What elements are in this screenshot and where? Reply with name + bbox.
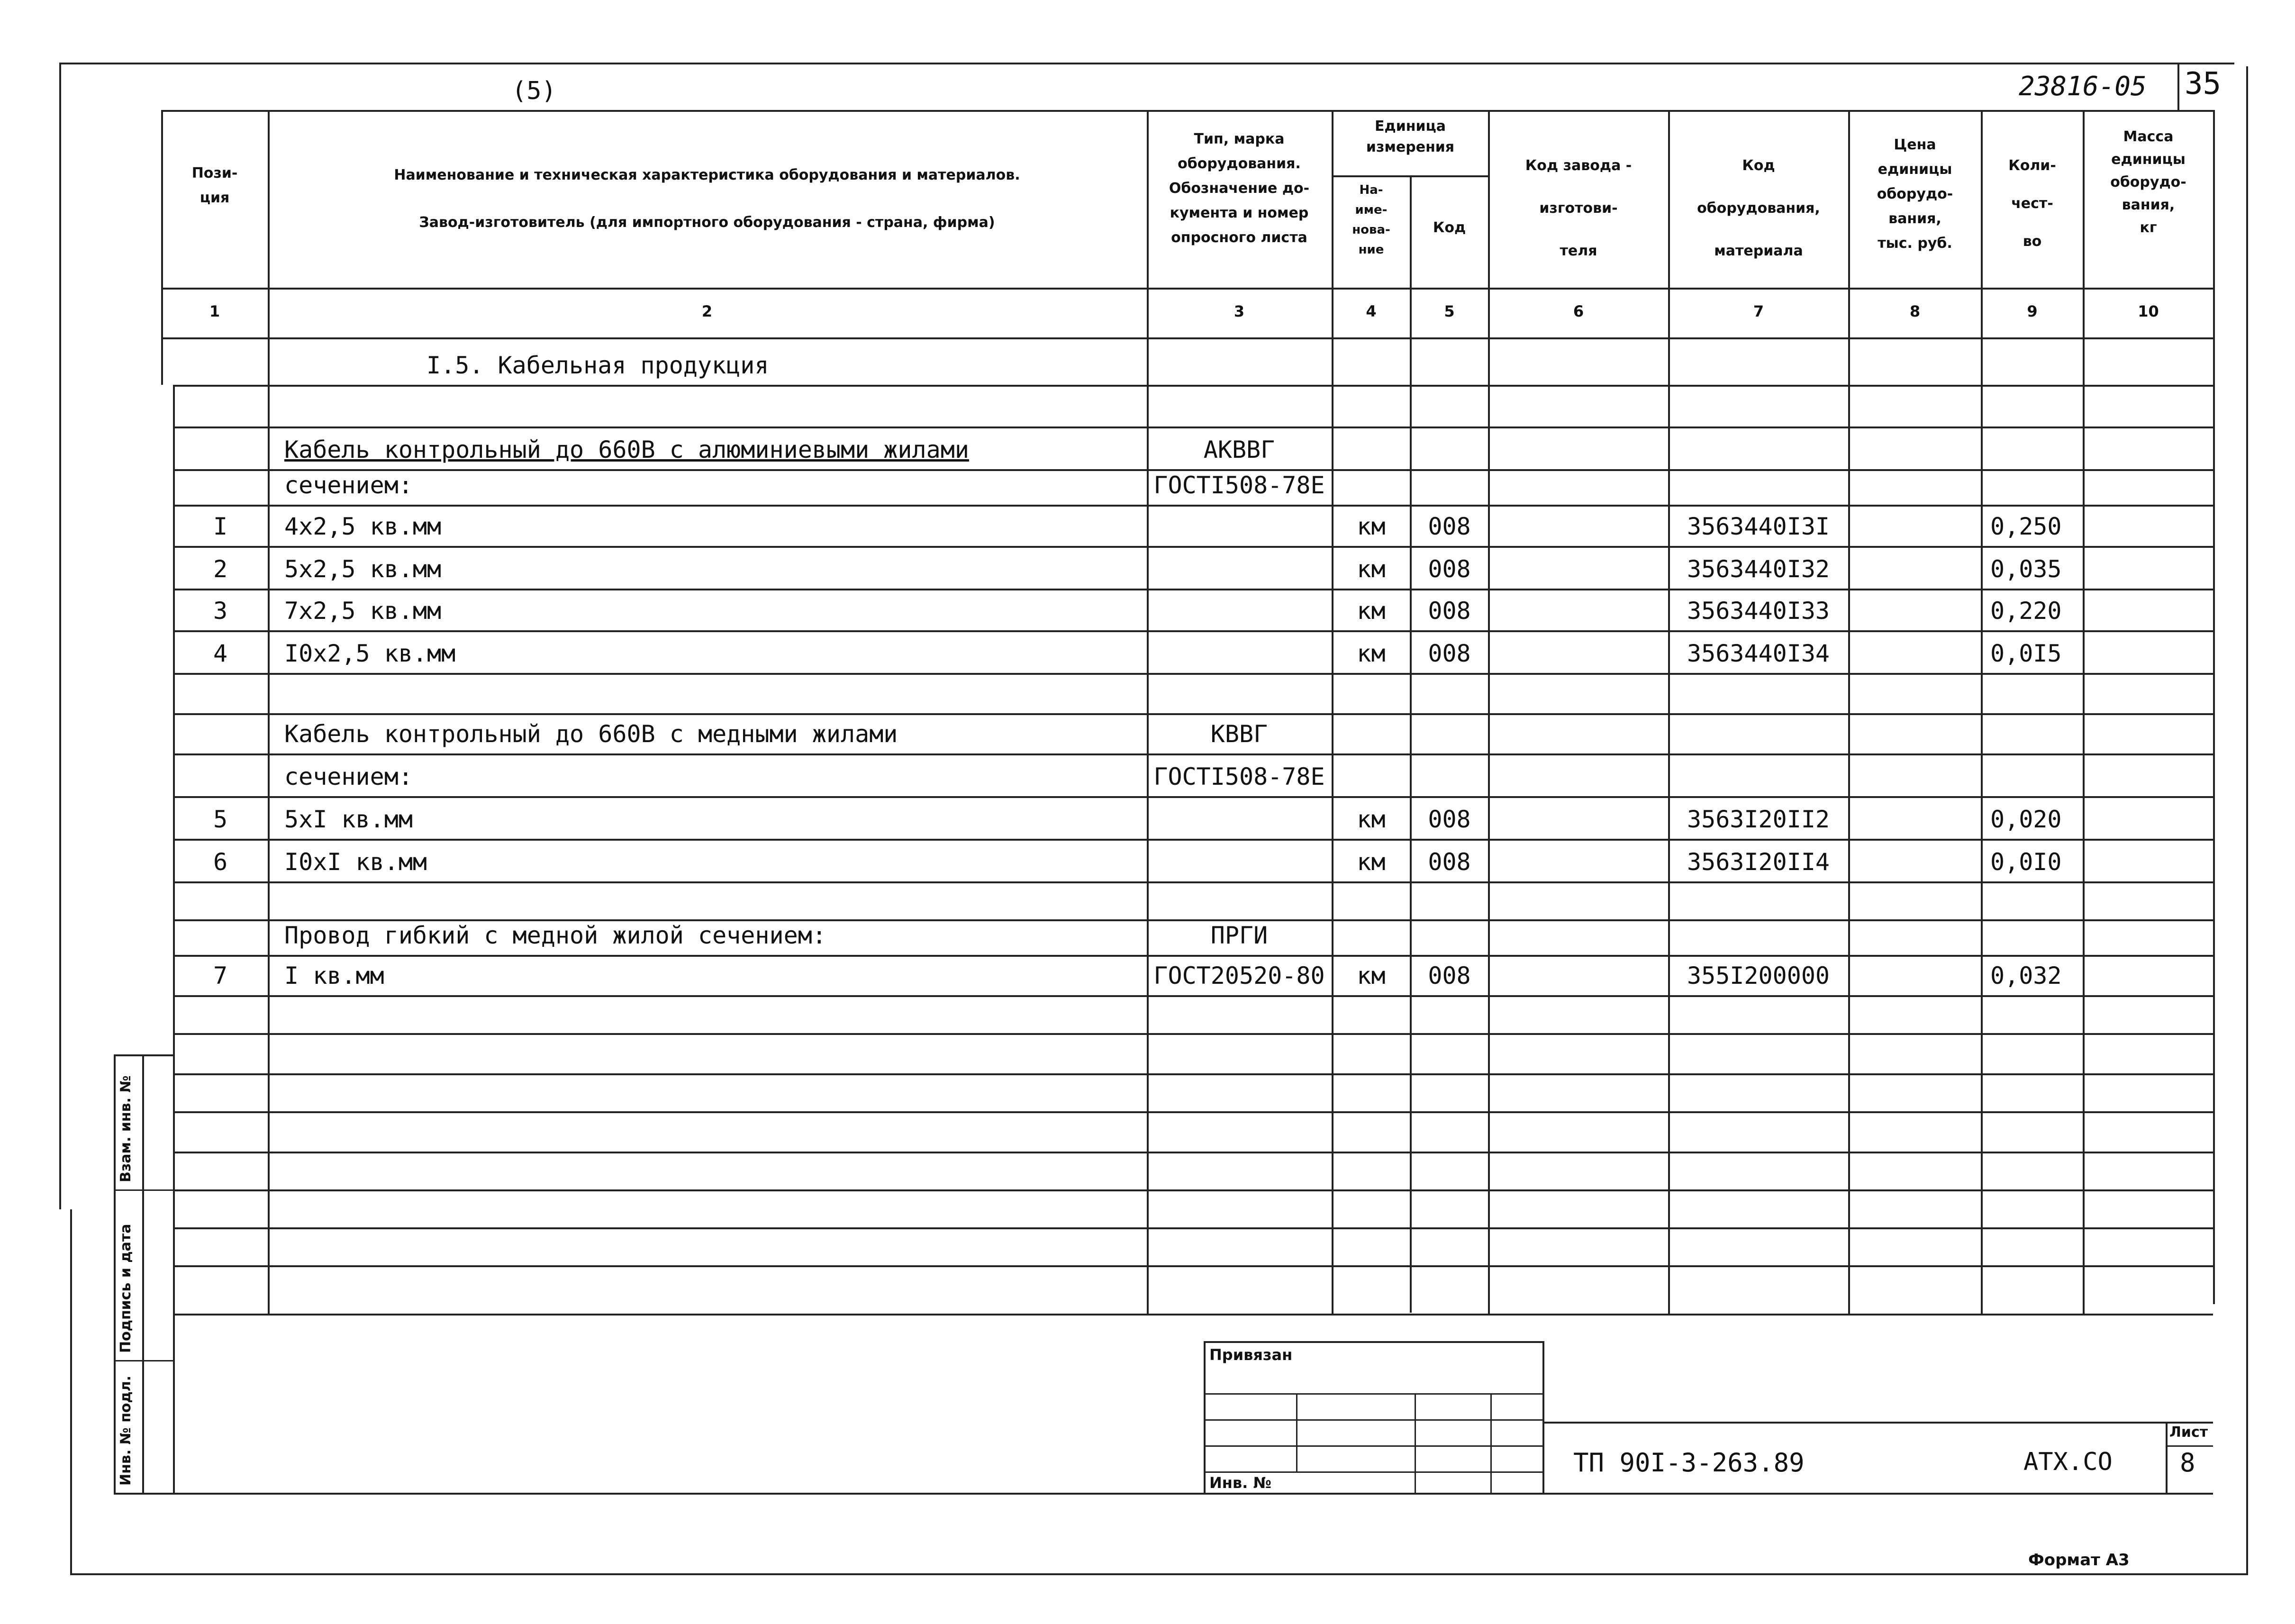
colnum-2: 2 [701,302,713,320]
row-13-name: I0хI кв.мм [284,848,427,876]
sheet-box-divider [2166,1445,2213,1447]
col-line-1 [268,110,270,1314]
header-bottom-line [161,288,2213,290]
outer-frame-top [59,63,2234,64]
colnum-5: 5 [1444,302,1455,320]
row-8-unit: км [1357,640,1386,667]
row-16-unit: км [1357,962,1386,989]
row-13-code: 008 [1428,848,1471,876]
row-15-type: ПРГИ [1210,922,1268,949]
header-type: Тип, марка оборудования. Обозначение до- кумента и номер опросного листа [1169,131,1310,246]
row-5-equip: 3563440I3I [1687,513,1830,540]
row-11-name: сечением: [284,763,413,790]
header-mass: Масса единицы оборудо- вания, кг [2110,128,2186,236]
sheet-mark: (5) [512,77,556,105]
row-line [173,753,2213,755]
stamp-inv-no: Инв. № [1209,1474,1271,1492]
stamp-left [1204,1341,1206,1493]
row-16-code: 008 [1428,962,1471,989]
row-line [173,426,2213,428]
title-block-top [173,1493,2213,1495]
header-plant-code: Код завода - изготови- теля [1525,157,1632,259]
table-left-lower [173,385,175,1494]
document-code: АТХ.СО [2023,1448,2113,1476]
col-line-2 [1147,110,1149,1314]
row-10-type: КВВГ [1210,720,1268,748]
col-line-9 [2083,110,2085,1314]
col-line-6 [1668,110,1670,1314]
row-6-unit: км [1357,555,1386,583]
row-line [173,919,2213,921]
colnum-8: 8 [1909,302,1921,320]
page-corner-number: 35 [2185,66,2222,101]
title-main-top [1542,1422,2213,1424]
header-gap-line [161,110,2213,112]
row-8-qty: 0,0I5 [1990,640,2062,667]
colnum-3: 3 [1234,302,1245,320]
row-10-name: Кабель контрольный до 660В с медными жилами [284,720,898,748]
table-bottom-line [173,1314,2213,1316]
row-5-qty: 0,250 [1990,513,2062,540]
row-4-name: сечением: [284,472,413,499]
colnum-9: 9 [2027,302,2038,320]
row-7-qty: 0,220 [1990,597,2062,625]
number-row-bottom-line [161,337,2213,339]
row-line [173,1073,2213,1075]
row-line [173,469,2213,471]
row-13-pos: 6 [213,848,228,876]
side-stamp-mid [142,1054,144,1493]
row-line [173,546,2213,548]
row-16-pos: 7 [213,962,228,989]
row-line [173,796,2213,798]
row-6-pos: 2 [213,555,228,583]
outer-frame-right [2246,66,2248,1573]
header-price: Цена единицы оборудо- вания, тыс. руб. [1877,136,1953,252]
row-line [173,1152,2213,1153]
row-line [173,713,2213,715]
colnum-7: 7 [1753,302,1764,320]
row-3-name: Кабель контрольный до 660В с алюминиевыми жилами [284,436,969,463]
row-7-name: 7х2,5 кв.мм [284,597,442,625]
header-unit: Единица измерения [1366,118,1455,155]
colnum-1: 1 [209,302,220,320]
side-stamp-div-2 [114,1360,173,1361]
side-stamp-div-1 [114,1189,173,1191]
row-6-equip: 3563440I32 [1687,555,1830,583]
header-position: Пози- ция [191,165,238,206]
row-line [173,881,2213,883]
outer-frame-bottom [70,1573,2248,1575]
row-line [173,1189,2213,1191]
row-6-qty: 0,035 [1990,555,2062,583]
row-5-unit: км [1357,513,1386,540]
row-8-equip: 3563440I34 [1687,640,1830,667]
side-stamp-podpis: Подпись и дата [118,1224,134,1353]
col-line-8 [1981,110,1983,1314]
side-stamp-left [114,1054,116,1493]
row-7-code: 008 [1428,597,1471,625]
header-unit-name: На- име- нова- ние [1352,183,1390,257]
row-15-name: Провод гибкий с медной жилой сечением: [284,922,826,949]
row-8-code: 008 [1428,640,1471,667]
row-3-type: АКВВГ [1203,436,1275,463]
outer-frame-left-lower [70,1209,72,1574]
row-16-qty: 0,032 [1990,962,2062,989]
colnum-10: 10 [2138,302,2159,320]
row-8-name: I0х2,5 кв.мм [284,640,456,667]
row-line [173,505,2213,507]
stamp-col-3 [1490,1393,1492,1493]
row-line [173,1111,2213,1113]
designation: ТП 90I-3-263.89 [1573,1448,1805,1478]
col-line-4 [1410,175,1412,1313]
unit-subheader-line [1332,175,1488,177]
page-corner-divider [2177,64,2179,111]
col-line-5 [1488,110,1490,1314]
header-equipment-code: Код оборудования, материала [1697,157,1820,259]
row-12-code: 008 [1428,806,1471,833]
row-1-name: I.5. Кабельная продукция [426,352,769,379]
row-line [173,1265,2213,1267]
doc-number: 23816-05 [2019,71,2147,102]
row-13-unit: км [1357,848,1386,876]
side-stamp-bottom [114,1493,173,1495]
row-5-pos: I [213,513,228,540]
stamp-col-1 [1296,1393,1297,1471]
row-8-pos: 4 [213,640,228,667]
col-line-3 [1332,110,1333,1314]
row-6-name: 5х2,5 кв.мм [284,555,442,583]
row-12-equip: 3563I20II2 [1687,806,1830,833]
row-16-equip: 355I200000 [1687,962,1830,989]
row-12-unit: км [1357,806,1386,833]
row-7-pos: 3 [213,597,228,625]
row-line [173,955,2213,957]
row-12-qty: 0,020 [1990,806,2062,833]
header-quantity: Коли- чест- во [2008,157,2056,250]
row-11-type: ГОСТI508-78Е [1153,763,1325,790]
sheet-number: 8 [2180,1448,2195,1478]
side-stamp-top [114,1054,173,1056]
stamp-right [1542,1341,1544,1493]
row-line [173,589,2213,590]
col-line-7 [1848,110,1850,1314]
stamp-col-2 [1415,1393,1416,1493]
colnum-4: 4 [1366,302,1377,320]
row-5-name: 4х2,5 кв.мм [284,513,442,540]
row-12-name: 5хI кв.мм [284,806,413,833]
row-12-pos: 5 [213,806,228,833]
row-16-type: ГОСТ20520-80 [1153,962,1325,989]
row-7-unit: км [1357,597,1386,625]
row-line [173,1227,2213,1229]
stamp-privyazan: Привязан [1209,1346,1293,1364]
side-stamp-vzam: Взам. инв. № [118,1075,134,1182]
side-stamp-inv: Инв. № подл. [118,1375,134,1486]
row-16-name: I кв.мм [284,962,384,989]
row-13-equip: 3563I20II4 [1687,848,1830,876]
colnum-6: 6 [1573,302,1584,320]
row-line [173,630,2213,632]
row-5-code: 008 [1428,513,1471,540]
header-unit-code: Код [1433,219,1466,236]
row-6-code: 008 [1428,555,1471,583]
header-name: Наименование и техническая характеристика оборудования и материалов. Завод-изготовитель (для импортного оборудования - страна, фирма) [394,167,1020,231]
row-line [173,673,2213,675]
stamp-top [1204,1341,1542,1343]
sheet-box-left [2166,1422,2168,1493]
paper-format: Формат А3 [2028,1551,2130,1570]
table-right [2213,110,2215,1304]
row-13-qty: 0,0I0 [1990,848,2062,876]
row-4-type: ГОСТI508-78Е [1153,472,1325,499]
row-line [173,995,2213,997]
sheet-label: Лист [2169,1424,2208,1441]
table-left [161,110,163,385]
row-line [173,385,2213,387]
outer-frame-left [59,63,61,1209]
row-line [173,1033,2213,1035]
row-7-equip: 3563440I33 [1687,597,1830,625]
row-line [173,839,2213,841]
